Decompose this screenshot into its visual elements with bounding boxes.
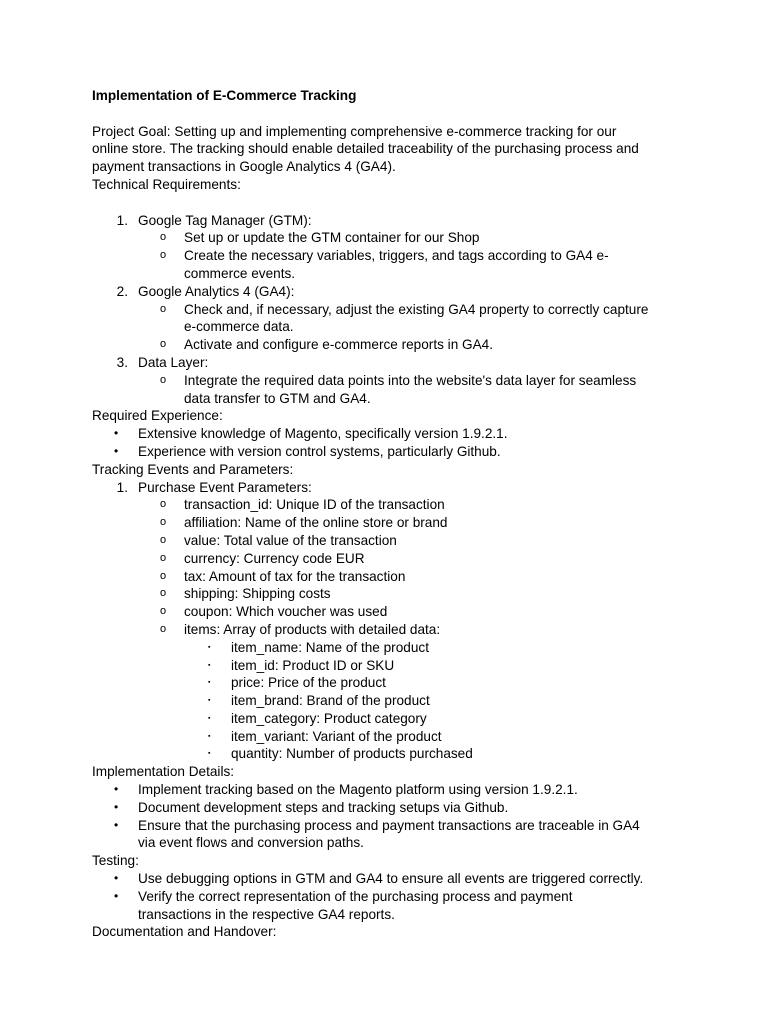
list-number: 2. [116, 283, 128, 299]
sub-item-text: data transfer to GTM and GA4. [184, 390, 371, 406]
sub-item-text: Set up or update the GTM container for our Shop [184, 230, 480, 246]
list-number: 3. [116, 354, 128, 370]
bullet-item [92, 425, 692, 443]
sub-item-text: e-commerce data. [184, 319, 294, 335]
param-text: items: Array of products with detailed data: [184, 621, 441, 637]
square-bullet-icon: ▪ [208, 714, 211, 722]
circle-bullet-icon: o [160, 551, 167, 564]
list-item-label: Google Analytics 4 (GA4): [138, 283, 295, 299]
sub-item-text: Activate and configure e-commerce reports in GA4. [184, 337, 494, 353]
item-field-text: price: Price of the product [231, 675, 386, 691]
param-text: coupon: Which voucher was used [184, 604, 388, 620]
numbered-item [92, 212, 692, 230]
bullet-icon: • [114, 871, 119, 886]
bullet-item [92, 443, 692, 461]
bullet-text: Implement tracking based on the Magento platform using version 1.9.2.1. [138, 782, 578, 798]
item-field [92, 728, 692, 746]
section-heading-experience: Required Experience: [92, 408, 223, 424]
circle-bullet-icon: o [160, 587, 167, 600]
square-bullet-icon: ▪ [208, 661, 211, 669]
blank-line [92, 194, 692, 212]
item-field-text: item_brand: Brand of the product [231, 693, 430, 709]
sub-list-item [92, 336, 692, 354]
bullet-text: Use debugging options in GTM and GA4 to ensure all events are triggered correctly. [138, 871, 644, 887]
bullet-item [92, 888, 692, 924]
sub-item-text: Check and, if necessary, adjust the existing GA4 property to correctly capture [184, 301, 649, 317]
sub-item-text: Create the necessary variables, triggers, and tags according to GA4 e- [184, 248, 609, 264]
param-item [92, 621, 692, 639]
square-bullet-icon: ▪ [208, 643, 211, 651]
numbered-item [92, 283, 692, 301]
item-field [92, 692, 692, 710]
sub-list-item [92, 372, 692, 408]
param-item [92, 532, 692, 550]
list-item-label: Data Layer: [138, 354, 209, 370]
bullet-text: Experience with version control systems, particularly Github. [138, 443, 501, 459]
sub-list-item [92, 229, 692, 247]
bullet-item [92, 870, 692, 888]
list-item-label: Purchase Event Parameters: [138, 479, 312, 495]
document-title: Implementation of E-Commerce Tracking [92, 88, 357, 103]
bullet-icon: • [114, 799, 119, 814]
bullet-item [92, 799, 692, 817]
circle-bullet-icon: o [160, 533, 167, 546]
param-text: value: Total value of the transaction [184, 532, 397, 548]
section-heading-events: Tracking Events and Parameters: [92, 461, 294, 477]
circle-bullet-icon: o [160, 231, 167, 244]
list-number: 1. [116, 212, 128, 228]
circle-bullet-icon: o [160, 249, 167, 262]
param-text: transaction_id: Unique ID of the transaction [184, 497, 445, 513]
item-field-text: quantity: Number of products purchased [231, 746, 473, 762]
item-field [92, 710, 692, 728]
circle-bullet-icon: o [160, 622, 167, 635]
item-field-text: item_category: Product category [231, 710, 427, 726]
item-field-text: item_name: Name of the product [231, 639, 429, 655]
square-bullet-icon: ▪ [208, 679, 211, 687]
item-field-text: item_variant: Variant of the product [231, 728, 442, 744]
section-heading-testing: Testing: [92, 853, 139, 869]
square-bullet-icon: ▪ [208, 750, 211, 758]
goal-line: payment transactions in Google Analytics 4 (GA4). [92, 159, 396, 175]
circle-bullet-icon: o [160, 498, 167, 511]
circle-bullet-icon: o [160, 338, 167, 351]
param-item [92, 496, 692, 514]
bullet-icon: • [114, 817, 119, 832]
numbered-item [92, 354, 692, 372]
goal-line: online store. The tracking should enable detailed traceability of the purchasing process and [92, 141, 639, 157]
param-text: shipping: Shipping costs [184, 586, 331, 602]
param-text: currency: Currency code EUR [184, 550, 365, 566]
item-field [92, 745, 692, 763]
sub-item-text: Integrate the required data points into the website's data layer for seamless [184, 372, 637, 388]
item-field [92, 639, 692, 657]
bullet-text: via event flows and conversion paths. [138, 835, 364, 851]
bullet-icon: • [114, 426, 119, 441]
sub-list-item [92, 301, 692, 337]
section-heading-handover: Documentation and Handover: [92, 924, 277, 940]
bullet-text: Ensure that the purchasing process and payment transactions are traceable in GA4 [138, 817, 640, 833]
circle-bullet-icon: o [160, 302, 167, 315]
square-bullet-icon: ▪ [208, 732, 211, 740]
blank-line [92, 105, 692, 123]
bullet-text: Document development steps and tracking setups via Github. [138, 799, 509, 815]
param-text: tax: Amount of tax for the transaction [184, 568, 406, 584]
section-heading-implementation: Implementation Details: [92, 764, 235, 780]
goal-line: Project Goal: Setting up and implementing comprehensive e-commerce tracking for our [92, 123, 617, 139]
param-item [92, 585, 692, 603]
circle-bullet-icon: o [160, 605, 167, 618]
item-field-text: item_id: Product ID or SKU [231, 657, 395, 673]
circle-bullet-icon: o [160, 516, 167, 529]
param-item [92, 514, 692, 532]
circle-bullet-icon: o [160, 569, 167, 582]
circle-bullet-icon: o [160, 373, 167, 386]
item-field [92, 674, 692, 692]
square-bullet-icon: ▪ [208, 697, 211, 705]
section-heading-technical: Technical Requirements: [92, 176, 241, 192]
bullet-item [92, 781, 692, 799]
sub-list-item [92, 247, 692, 283]
list-number: 1. [116, 479, 128, 495]
bullet-text: transactions in the respective GA4 reports. [138, 906, 395, 922]
param-text: affiliation: Name of the online store or brand [184, 515, 448, 531]
bullet-icon: • [114, 782, 119, 797]
document-body [92, 87, 692, 941]
sub-item-text: commerce events. [184, 265, 296, 281]
bullet-icon: • [114, 443, 119, 458]
param-item [92, 550, 692, 568]
bullet-icon: • [114, 888, 119, 903]
bullet-text: Extensive knowledge of Magento, specifically version 1.9.2.1. [138, 426, 508, 442]
param-item [92, 568, 692, 586]
list-item-label: Google Tag Manager (GTM): [138, 212, 312, 228]
bullet-item [92, 817, 692, 853]
numbered-item [92, 479, 692, 497]
item-field [92, 657, 692, 675]
bullet-text: Verify the correct representation of the purchasing process and payment [138, 888, 573, 904]
param-item [92, 603, 692, 621]
